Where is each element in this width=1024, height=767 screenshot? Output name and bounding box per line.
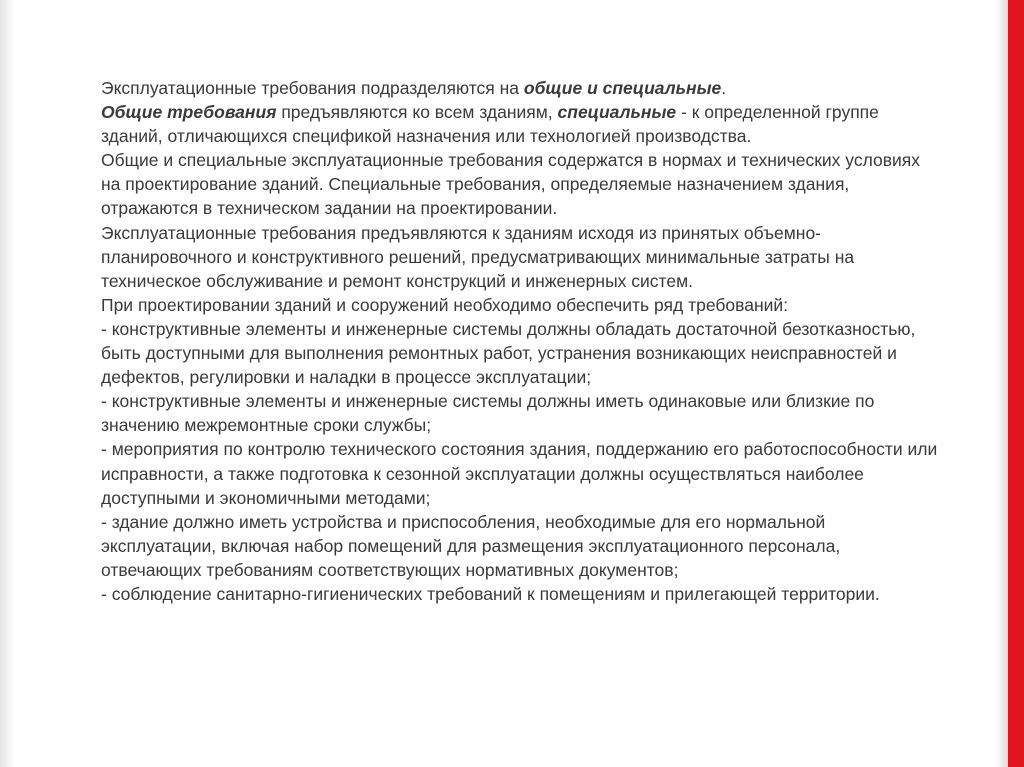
general-text: предъявляются ко всем зданиям, (276, 102, 558, 123)
paragraph-requirements-intro: При проектировании зданий и сооружений необходимо обеспечить ряд требований: (101, 294, 789, 315)
paragraph-norms: Общие и специальные эксплуатационные требования содержатся в нормах и технических условиях на проектирование зданий. Специальные требования, определяемые назначением здания, отражаются в техническом задании на проектировании. (101, 150, 921, 219)
paragraph-general-special (101, 100, 941, 148)
special-text: - к определенной группе зданий, отличающихся спецификой назначения или технологией производства. (101, 102, 879, 147)
right-shadow-decoration (996, 0, 1008, 767)
special-term: специальные (557, 102, 677, 123)
requirement-item: - конструктивные элементы и инженерные системы должны обладать достаточной безотказностью, быть доступными для выполнения ремонтных работ, устранения возникающих неисправностей и дефектов, регулировки и наладки в процессе эксплуатации; (101, 318, 916, 388)
paragraph-intro (101, 76, 941, 100)
left-shadow-decoration (0, 0, 14, 767)
slide-body-text (101, 76, 941, 606)
intro-text: Эксплуатационные требования подразделяются на (101, 78, 524, 98)
requirement-item: - конструктивные элементы и инженерные системы должны иметь одинаковые или близкие по значению межремонтные сроки службы; (101, 391, 875, 436)
requirement-item: - здание должно иметь устройства и приспособления, необходимые для его нормальной эксплуатации, включая набор помещений для размещения эксплуатационного персонала, отвечающих требованиям соответствующих нормативных документов; (101, 511, 841, 580)
accent-bar (1008, 0, 1024, 767)
requirement-item: - мероприятия по контролю технического состояния здания, поддержанию его работоспособности или исправности, а также подготовка к сезонной эксплуатации должны осуществляться наиболее доступными и экономичными методами; (101, 439, 938, 508)
intro-emphasis: общие и специальные (523, 78, 722, 98)
intro-end: . (721, 78, 727, 98)
requirement-item: - соблюдение санитарно-гигиенических требований к помещениям и прилегающей территории. (101, 583, 880, 604)
paragraph-design-solutions: Эксплуатационные требования предъявляются к зданиям исходя из принятых объемно-планировочного и конструктивного решений, предусматривающих минимальные затраты на техническое обслуживание и ремонт конструкций и инженерных систем. (101, 222, 855, 291)
general-term: Общие требования (101, 102, 277, 123)
